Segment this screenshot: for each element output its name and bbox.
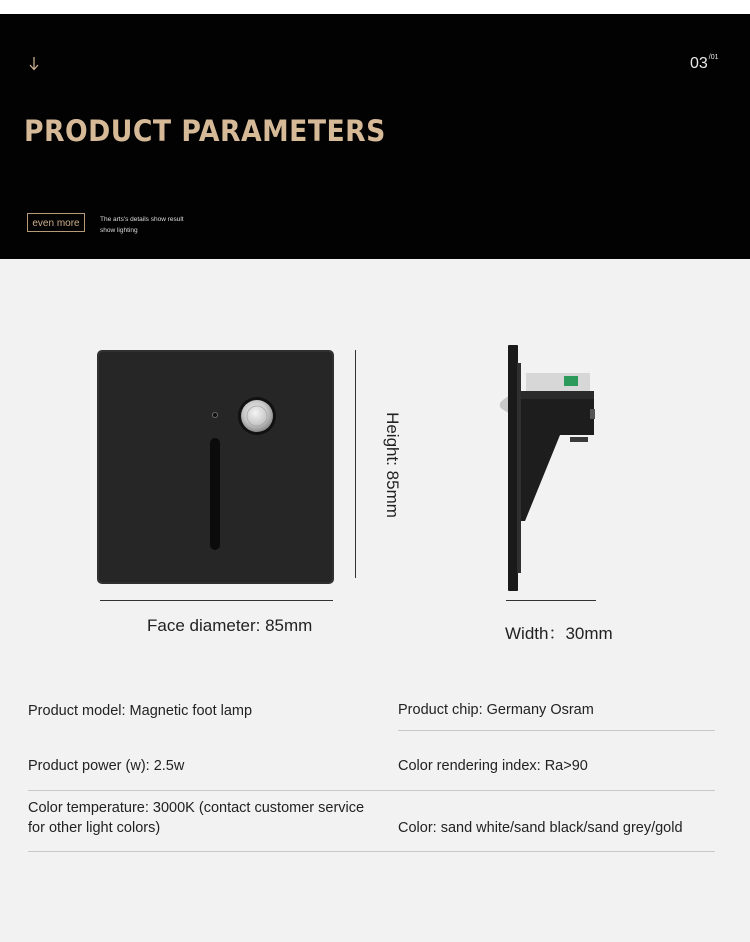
width-label: Width：30mm bbox=[505, 624, 613, 643]
face-diameter-label: Face diameter: 85mm bbox=[147, 616, 313, 635]
tagline bbox=[100, 214, 184, 236]
header-banner bbox=[0, 14, 750, 259]
spec-product-power: Product power (w): 2.5w bbox=[28, 758, 185, 774]
spec-color-temperature: Color temperature: 3000K (contact customer service for other light colors) bbox=[28, 800, 365, 836]
height-label: Height: 85mm bbox=[383, 412, 402, 518]
lamp-side-image bbox=[490, 343, 610, 593]
page-total: /01 bbox=[708, 54, 719, 61]
lamp-front-image bbox=[97, 350, 334, 584]
spec-product-model: Product model: Magnetic foot lamp bbox=[28, 703, 253, 719]
top-strip bbox=[0, 0, 750, 14]
tagline-line-1: The arts's details show result bbox=[100, 216, 184, 223]
even-more-button[interactable]: even more bbox=[27, 213, 85, 232]
spec-divider bbox=[398, 730, 715, 731]
page-title: PRODUCT PARAMETERS bbox=[24, 114, 386, 148]
spec-color-rendering: Color rendering index: Ra>90 bbox=[398, 758, 588, 774]
tagline-line-2: show lighting bbox=[100, 227, 138, 234]
face-dimension-line bbox=[100, 600, 333, 601]
page-number: $03^{/01}$ bbox=[690, 54, 719, 72]
spec-color: Color: sand white/sand black/sand grey/gold bbox=[398, 820, 683, 836]
spec-divider bbox=[28, 790, 715, 791]
arrow-down-icon bbox=[27, 54, 41, 74]
height-dimension-line bbox=[355, 350, 356, 578]
spec-product-chip: Product chip: Germany Osram bbox=[398, 702, 594, 718]
spec-divider bbox=[28, 851, 715, 852]
width-dimension-line bbox=[506, 600, 596, 601]
